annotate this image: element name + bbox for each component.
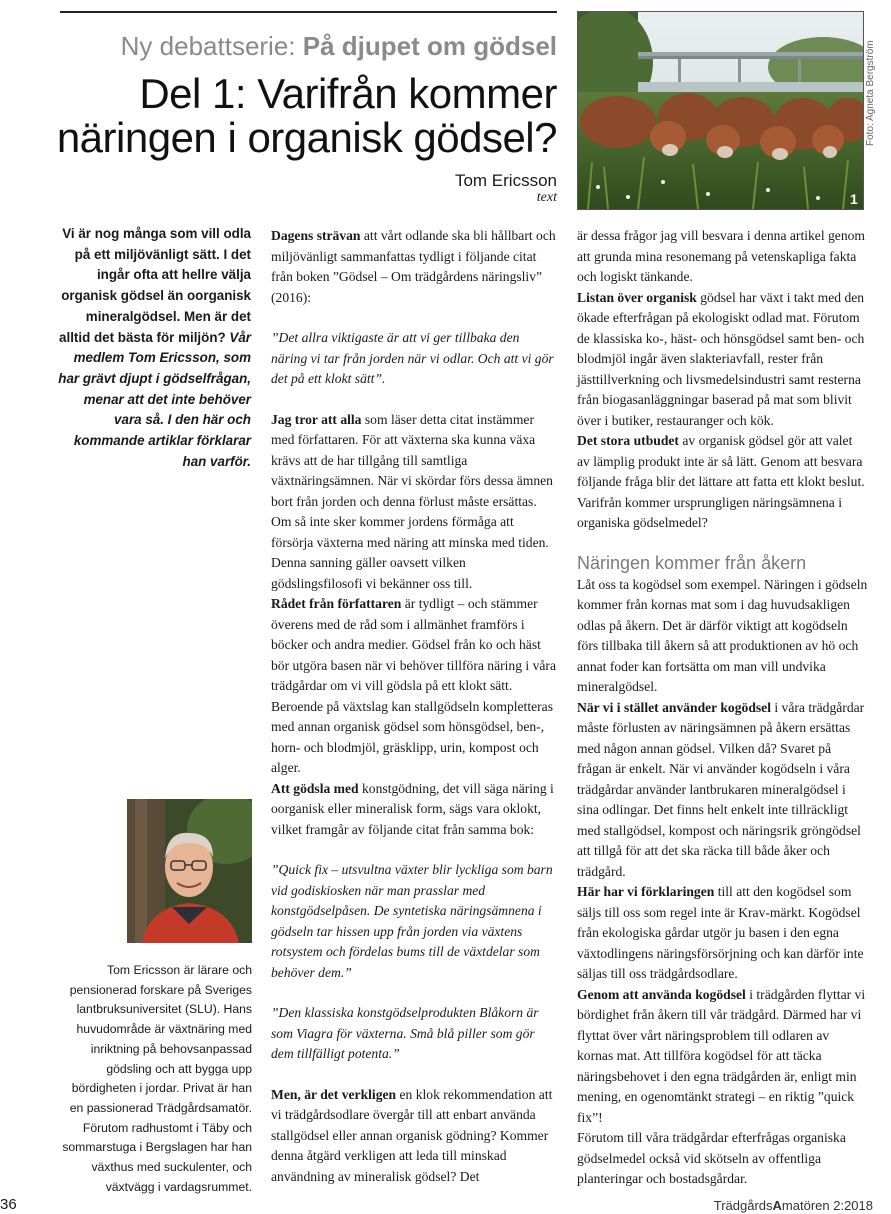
photo-number: 1: [850, 191, 858, 207]
title-line-1: Del 1: Varifrån kommer: [139, 70, 557, 117]
author-name: Tom Ericsson: [454, 171, 557, 190]
paragraph: Jag tror att alla som läser detta citat instämmer med författaren. För att växterna ska kunna växa krävs att de har tillgång till samtliga växtnäringsämnen. När vi skördar förs dessa ämnen bort från jorden och denna förlust måste ersättas. Om så inte sker kommer jordens förmåga att försörja växterna med näring att minska med tiden. Denna sanning gäller oavsett vilken gödslingsfilosofi vi bekänner oss till.: [271, 411, 553, 591]
page-number: 36: [0, 1196, 17, 1213]
paragraph: Här har vi förklaringen till att den kogödsel som säljs till oss som regel inte är Krav-märkt. Kogödsel från ekologiska gårdar utgör ju basen i den egna växtodlingens näringsförsörjning och kan därför inte säljas till oss trädgårdsodlare.: [577, 884, 864, 981]
paragraph: Rådet från författaren är tydligt – och stämmer överens med de råd som i allmänhet framförs i böcker och andra medier. Gödsel från ko och häst bör utgöra basen när vi behöver tillföra näring i våra trädgårdar om vi vill gödsla på ett klokt sätt. Beroende på växtslag kan stallgödseln kompletteras med annan organisk gödsel som hönsgödsel, ben-, horn- och blodmjöl, gräsklipp, urin, kompost och alger.: [271, 596, 556, 775]
paragraph: När vi i stället använder kogödsel i våra trädgårdar måste förlusten av näringsämnen på åkern ersättas med någon annan gödsel. Vilken då? Svaret på frågan är enkelt. När vi använder kogödseln i våra trädgårdar använder lantbrukaren mineralgödsel i sina odlingar. Det finns helt enkelt inte tillräckligt med stallgödsel, kompost och näringsrik gröngödsel att tillgå för att det ska räcka till både åker och trädgård.: [577, 699, 865, 879]
paragraph: Förutom till våra trädgårdar efterfrågas organiska gödselmedel också vid skötseln av offentliga planteringar och bostadsgårdar.: [577, 1130, 846, 1186]
paragraph: är dessa frågor jag vill besvara i denna artikel genom att grunda mina resonemang på vetenskapliga fakta och logiskt tänkande.: [577, 228, 865, 284]
title-line-2: näringen i organisk gödsel?: [56, 114, 557, 161]
article-column-2: [271, 226, 559, 1187]
paragraph: Att gödsla med konstgödning, det vill säga näring i oorganisk eller mineralisk form, sägs vara oklokt, vilket framgår av följande citat från samma bok:: [271, 780, 554, 837]
magazine-name: TrädgårdsAmatören 2:2018: [713, 1198, 873, 1213]
photo-credit: Foto: Agneta Bergström: [865, 40, 876, 146]
lead-part-1: Vi är nog många som vill odla på ett miljövänligt sätt. I det ingår ofta att hellre välja organisk gödsel än oorganisk mineralgödsel. Men är det alltid det bästa för miljön?: [59, 226, 251, 345]
article-title: [37, 72, 557, 160]
section-subheading: Näringen kommer från åkern: [577, 552, 807, 573]
paragraph: Men, är det verkligen en klok rekommendation att vi trädgårdsodlare övergår till att enbart använda stallgödsel eller annan organisk gödning? Kommer denna åtgärd verkligen att leda till minskad användning av mineralisk gödsel? Det: [271, 1086, 553, 1184]
paragraph: Låt oss ta kogödsel som exempel. Näringen i gödseln kommer från kornas mat som i dag huvudsakligen odlas på åkern. Det är därför viktigt att kogödseln förs tillbaka till åkern så att produktionen av hö och annat foder kan fortsätta om man vill undvika mineralgödsel.: [577, 576, 868, 694]
author-portrait-illustration: [127, 799, 252, 943]
cows-photo-illustration: [578, 12, 863, 209]
paragraph: Listan över organisk gödsel har växt i takt med den ökade efterfrågan på ekologiskt odlad mat. Förutom de klassiska ko-, häst- och hönsgödsel samt ben- och blodmjöl ingår även slakteriavfall, rester från jästtillverkning och livsmedelsindustri samt resterna från biogasanläggningar baserad på mat som blivit över i butiker, restauranger och kök.: [577, 289, 865, 428]
quote: ”Det allra viktigaste är att vi ger tillbaka den näring vi tar från jorden när vi odlar. Och att vi gör det på ett klokt sätt”.: [271, 330, 554, 386]
series-label: Ny debattserie: På djupet om gödsel: [120, 31, 557, 61]
quote: ”Quick fix – utsvultna växter blir lyckliga som barn vid godiskiosken när man prasslar med konstgödselpåsen. De syntetiska näringsämnena i gödseln tar hissen upp från jorden via växtens rotsystem och fördelas bums till de växtdelar som behöver dem.”: [271, 862, 553, 980]
article-column-3: [577, 226, 868, 1190]
paragraph: Det stora utbudet av organisk gödsel gör att valet av lämplig produkt inte är så lätt. Genom att besvara följande fråga blir det lättare att fatta ett klokt beslut. Varifrån kommer ursprungligen näringsämnena i organiska gödselmedel?: [577, 433, 865, 530]
author-portrait: [127, 799, 252, 943]
author-role: text: [536, 190, 557, 205]
paragraph: Genom att använda kogödsel i trädgården flyttar vi bördighet från åkern till vår trädgård. Därmed har vi flyttat över vårt näringsproblem till odlaren av kornas mat. Att tillföra kogödsel för att täcka näringsbehovet i den egna trädgården är, enligt min mening, en ogenomtänkt strategi – en riktig ”quick fix”!: [577, 986, 866, 1125]
cows-photo: [577, 11, 864, 210]
top-rule: [60, 11, 557, 13]
author-bio: Tom Ericsson är lärare och pensionerad forskare på Sveriges lantbruksuniversitet (SLU). Hans huvudområde är växtnäring med inriktning på behovsanpassad gödsling och att bygga upp bördigheten i jordar. Privat är han en passionerad Trädgårdsamatör. Förutom radhustomt i Täby och sommarstuga i Bergslagen har han växthus med suckulenter, och växtvägg i vardagsrummet.: [62, 963, 252, 1194]
quote: ”Den klassiska konstgödselprodukten Blåkorn är som Viagra för växterna. Små blå piller som gör dem tillfälligt potenta.”: [271, 1005, 539, 1061]
paragraph: Dagens strävan att vårt odlande ska bli hållbart och miljövänligt sammanfattas tydligt i följande citat från boken ”Gödsel – Om trädgårdens näringsliv” (2016):: [271, 228, 556, 305]
lead-part-2: Vår medlem Tom Ericsson, som har grävt djupt i gödselfrågan, menar att det inte behöver vara så. I den här och kommande artiklar förklarar han varför.: [58, 329, 251, 469]
lead-paragraph: [58, 224, 251, 472]
